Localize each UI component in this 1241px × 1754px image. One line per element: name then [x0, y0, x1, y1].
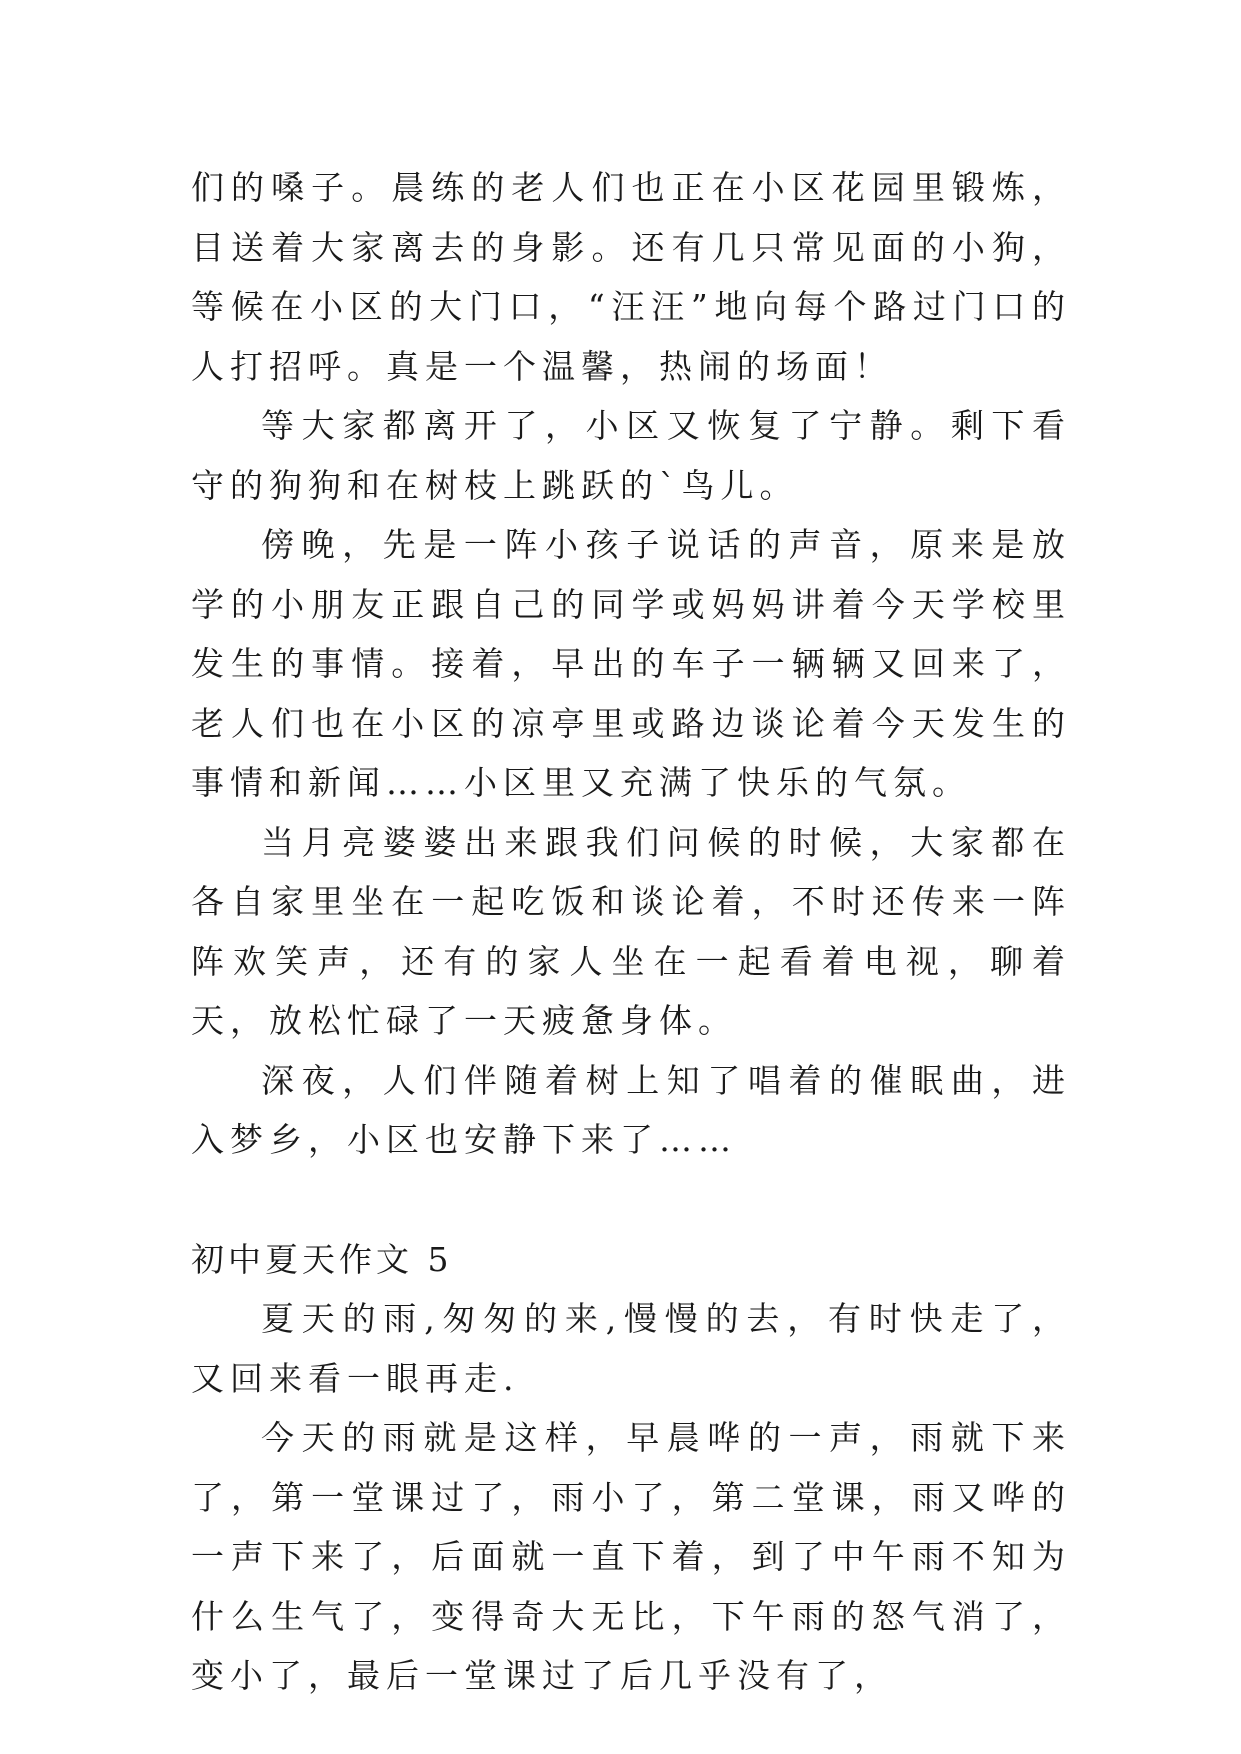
paragraph: 们的嗓子。晨练的老人们也正在小区花园里锻炼，目送着大家离去的身影。还有几只常见面的小狗，等候在小区的大门口，“汪汪”地向每个路过门口的人打招呼。真是一个温馨，热闹的场面！ — [191, 168, 1071, 386]
paragraph: 今天的雨就是这样，早晨哗的一声，雨就下来了，第一堂课过了，雨小了，第二堂课，雨又哗的一声下来了，后面就一直下着，到了中午雨不知为什么生气了，变得奇大无比，下午雨的怒气消了，变小了，最后一堂课过了后几乎没有了， — [191, 1418, 1071, 1695]
document-body — [191, 158, 1071, 1706]
paragraph: 傍晚，先是一阵小孩子说话的声音，原来是放学的小朋友正跟自己的同学或妈妈讲着今天学校里发生的事情。接着，早出的车子一辆辆又回来了，老人们也在小区的凉亭里或路边谈论着今天发生的事情和新闻……小区里又充满了快乐的气氛。 — [191, 525, 1071, 802]
paragraph: 深夜，人们伴随着树上知了唱着的催眠曲，进入梦乡，小区也安静下来了…… — [191, 1060, 1071, 1159]
section-heading: 初中夏天作文 5 — [191, 1239, 453, 1279]
paragraph: 等大家都离开了，小区又恢复了宁静。剩下看守的狗狗和在树枝上跳跃的`鸟儿。 — [191, 406, 1071, 505]
paragraph: 当月亮婆婆出来跟我们问候的时候，大家都在各自家里坐在一起吃饭和谈论着，不时还传来一阵阵欢笑声，还有的家人坐在一起看着电视，聊着天，放松忙碌了一天疲惫身体。 — [191, 822, 1071, 1040]
paragraph: 夏天的雨,匆匆的来,慢慢的去，有时快走了，又回来看一眼再走. — [191, 1299, 1071, 1398]
